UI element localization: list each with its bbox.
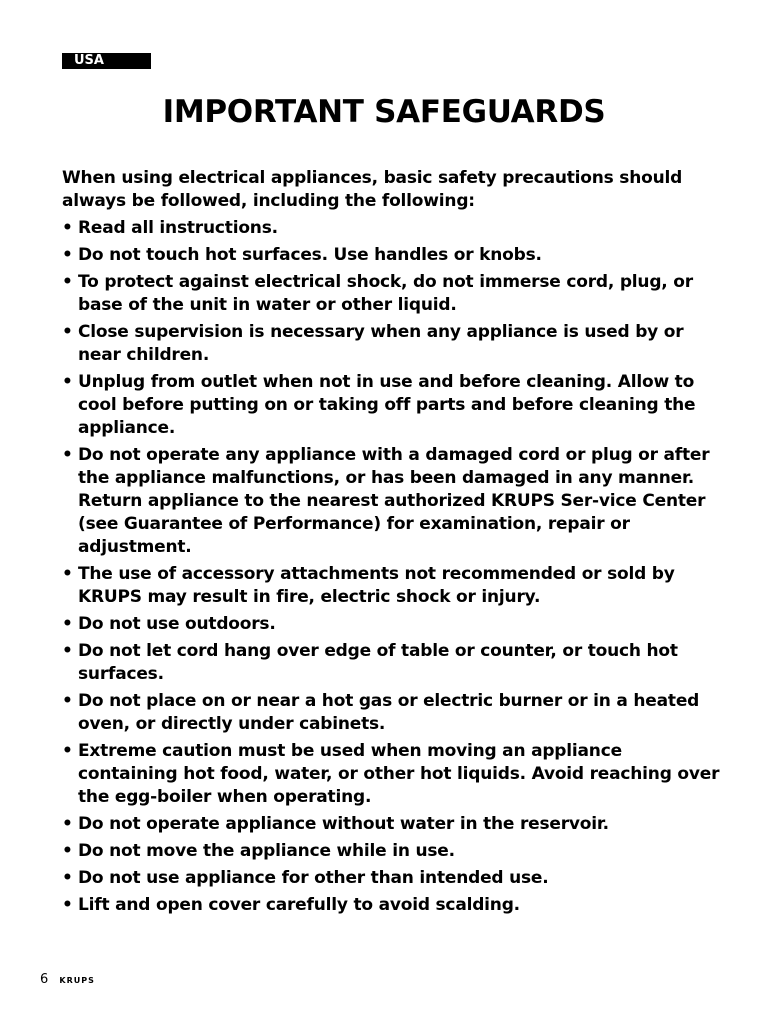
bullet-icon: • xyxy=(62,272,73,292)
bullet-icon: • xyxy=(62,322,73,342)
list-item xyxy=(62,371,722,440)
bullet-icon: • xyxy=(62,814,73,834)
list-item xyxy=(62,640,722,686)
page-footer xyxy=(40,968,95,988)
bullet-icon: • xyxy=(62,895,73,915)
brand-name: KRUPS xyxy=(59,976,95,985)
bullet-icon: • xyxy=(62,868,73,888)
bullet-icon: • xyxy=(62,841,73,861)
list-item xyxy=(62,244,722,267)
safeguards-section xyxy=(62,167,722,921)
list-item-text: The use of accessory attachments not recommended or sold by KRUPS may result in fire, electric shock or injury. xyxy=(78,564,675,607)
list-item xyxy=(62,217,722,240)
bullet-icon: • xyxy=(62,372,73,392)
list-item xyxy=(62,740,722,809)
bullet-icon: • xyxy=(62,245,73,265)
list-item-text: Do not operate appliance without water in the reservoir. xyxy=(78,814,609,834)
bullet-icon: • xyxy=(62,691,73,711)
list-item-text: Do not operate any appliance with a damaged cord or plug or after the appliance malfunctions, or has been damaged in any manner. Return appliance to the nearest authorized KRUPS Ser-vice Center (see Guarantee of Performance) for examination, repair or adjustment. xyxy=(78,445,710,557)
list-item-text: Do not touch hot surfaces. Use handles or knobs. xyxy=(78,245,542,265)
list-item xyxy=(62,271,722,317)
list-item-text: Do not move the appliance while in use. xyxy=(78,841,455,861)
bullet-icon: • xyxy=(62,641,73,661)
bullet-icon: • xyxy=(62,741,73,761)
list-item xyxy=(62,444,722,559)
page-number: 6 xyxy=(40,972,49,987)
list-item xyxy=(62,840,722,863)
list-item xyxy=(62,894,722,917)
intro-paragraph: When using electrical appliances, basic safety precautions should always be followed, including the following: xyxy=(62,168,683,211)
list-item-text: Do not let cord hang over edge of table or counter, or touch hot surfaces. xyxy=(78,641,678,684)
list-item-text: Extreme caution must be used when moving an appliance containing hot food, water, or other hot liquids. Avoid reaching over the egg-boiler when operating. xyxy=(78,741,720,807)
list-item-text: Do not use outdoors. xyxy=(78,614,276,634)
bullet-icon: • xyxy=(62,445,73,465)
list-item-text: Do not use appliance for other than intended use. xyxy=(78,868,549,888)
bullet-icon: • xyxy=(62,218,73,238)
list-item-text: Close supervision is necessary when any appliance is used by or near children. xyxy=(78,322,684,365)
list-item xyxy=(62,690,722,736)
safeguard-list xyxy=(62,217,722,917)
list-item xyxy=(62,867,722,890)
list-item xyxy=(62,813,722,836)
list-item xyxy=(62,321,722,367)
bullet-icon: • xyxy=(62,614,73,634)
list-item-text: Lift and open cover carefully to avoid scalding. xyxy=(78,895,520,915)
region-tag: USA xyxy=(62,53,151,69)
list-item-text: To protect against electrical shock, do not immerse cord, plug, or base of the unit in water or other liquid. xyxy=(78,272,693,315)
list-item-text: Do not place on or near a hot gas or electric burner or in a heated oven, or directly under cabinets. xyxy=(78,691,700,734)
list-item-text: Unplug from outlet when not in use and before cleaning. Allow to cool before putting on or taking off parts and before cleaning the appliance. xyxy=(78,372,696,438)
page-title: IMPORTANT SAFEGUARDS xyxy=(162,94,606,130)
list-item xyxy=(62,563,722,609)
list-item-text: Read all instructions. xyxy=(78,218,278,238)
bullet-icon: • xyxy=(62,564,73,584)
list-item xyxy=(62,613,722,636)
